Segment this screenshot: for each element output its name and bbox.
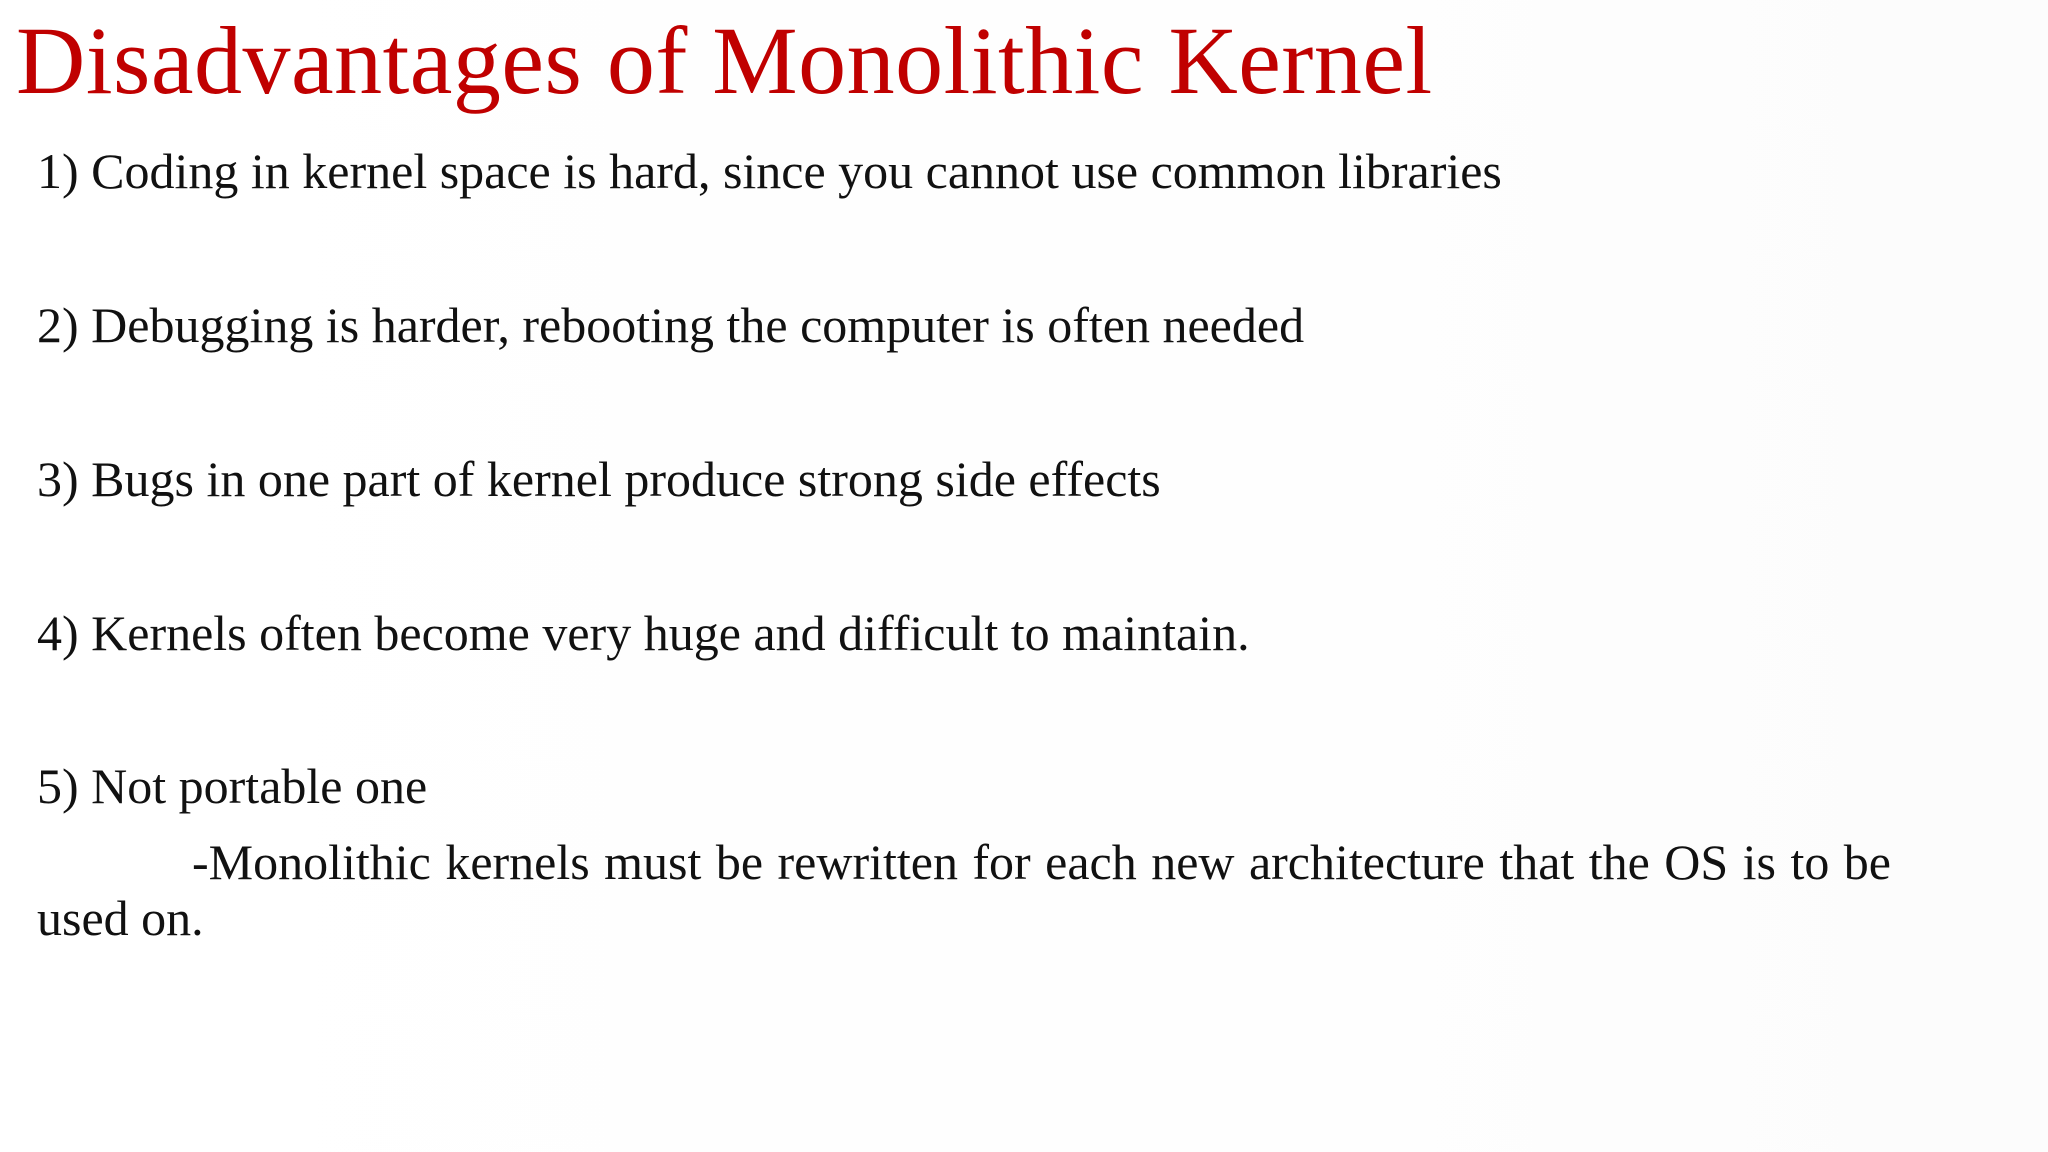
list-item: 2) Debugging is harder, rebooting the computer is often needed: [37, 297, 1305, 353]
list-item: 3) Bugs in one part of kernel produce strong side effects: [37, 451, 1161, 507]
list-item: 1) Coding in kernel space is hard, since you cannot use common libraries: [37, 143, 1502, 199]
list-item: 5) Not portable one: [37, 758, 428, 814]
list-sub-item: -Monolithic kernels must be rewritten for each new architecture that the OS is to be used on.: [37, 834, 1891, 946]
list-item: 4) Kernels often become very huge and difficult to maintain.: [37, 605, 1250, 661]
slide-title: Disadvantages of Monolithic Kernel: [16, 7, 1433, 114]
